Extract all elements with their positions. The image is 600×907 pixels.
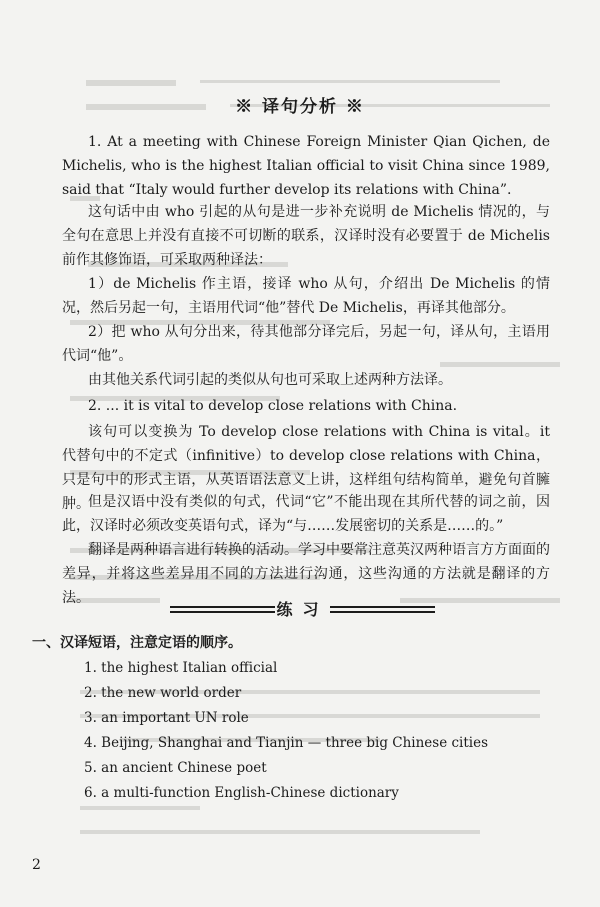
section-title: ※ 译句分析 ※ bbox=[235, 97, 365, 117]
page-number: 2 bbox=[32, 857, 41, 873]
closing-paragraph: 翻译是两种语言进行转换的活动。学习中要常注意英汉两种语言方方面面的差异，并将这些差异用不同的方法进行沟通，这些沟通的方法就是翻译的方法。 bbox=[62, 542, 550, 606]
practice-label: 练习 bbox=[276, 600, 329, 619]
list-item: 2. the new world order bbox=[84, 685, 242, 701]
practice-header bbox=[170, 600, 435, 619]
sentence-2-chinese-note: 但是汉语中没有类似的句式，代词“它”不能出现在其所代替的词之前，因此，汉译时必须改变英语句式，译为“与……发展密切的关系是……的。” bbox=[62, 494, 550, 534]
list-item: 5. an ancient Chinese poet bbox=[84, 760, 267, 776]
list-item: 1. the highest Italian official bbox=[84, 660, 278, 676]
sentence-2-analysis: 该句可以变换为 To develop close relations with China is vital。it 代替句中的不定式（infinitive）to develop close relations with China，只是句中的形式主语，从英语语法意义上讲，这样组句结构简单，避免句首臃肿。 bbox=[62, 424, 550, 512]
translation-method-1: 1）de Michelis 作主语，接译 who 从句，介绍出 De Michelis 的情况，然后另起一句，主语用代词“他”替代 De Michelis，再译其他部分。 bbox=[62, 276, 550, 316]
exercise-heading: 一、汉译短语，注意定语的顺序。 bbox=[32, 635, 242, 651]
list-item: 6. a multi-function English-Chinese dictionary bbox=[84, 785, 399, 801]
analysis-paragraph: 这句话中由 who 引起的从句是进一步补充说明 de Michelis 情况的，与全句在意思上并没有直接不可切断的联系，汉译时没有必要置于 de Michelis 前作其修饰语，可采取两种译法： bbox=[62, 204, 550, 268]
english-sentence-1: 1. At a meeting with Chinese Foreign Minister Qian Qichen, de Michelis, who is the highest Italian official to visit China since 1989, said that “Italy would further develop its relations with China”. bbox=[62, 134, 550, 198]
english-sentence-2: 2. ... it is vital to develop close relations with China. bbox=[88, 398, 458, 414]
translation-method-2: 2）把 who 从句分出来，待其他部分译完后，另起一句，译从句，主语用代词“他”。 bbox=[62, 324, 550, 364]
exercise-list bbox=[84, 656, 488, 806]
list-item: 3. an important UN role bbox=[84, 710, 249, 726]
list-item: 4. Beijing, Shanghai and Tianjin — three big Chinese cities bbox=[84, 735, 489, 751]
practice-rule-right bbox=[330, 606, 435, 613]
note-paragraph: 由其他关系代词引起的类似从句也可采取上述两种方法译。 bbox=[88, 372, 452, 388]
